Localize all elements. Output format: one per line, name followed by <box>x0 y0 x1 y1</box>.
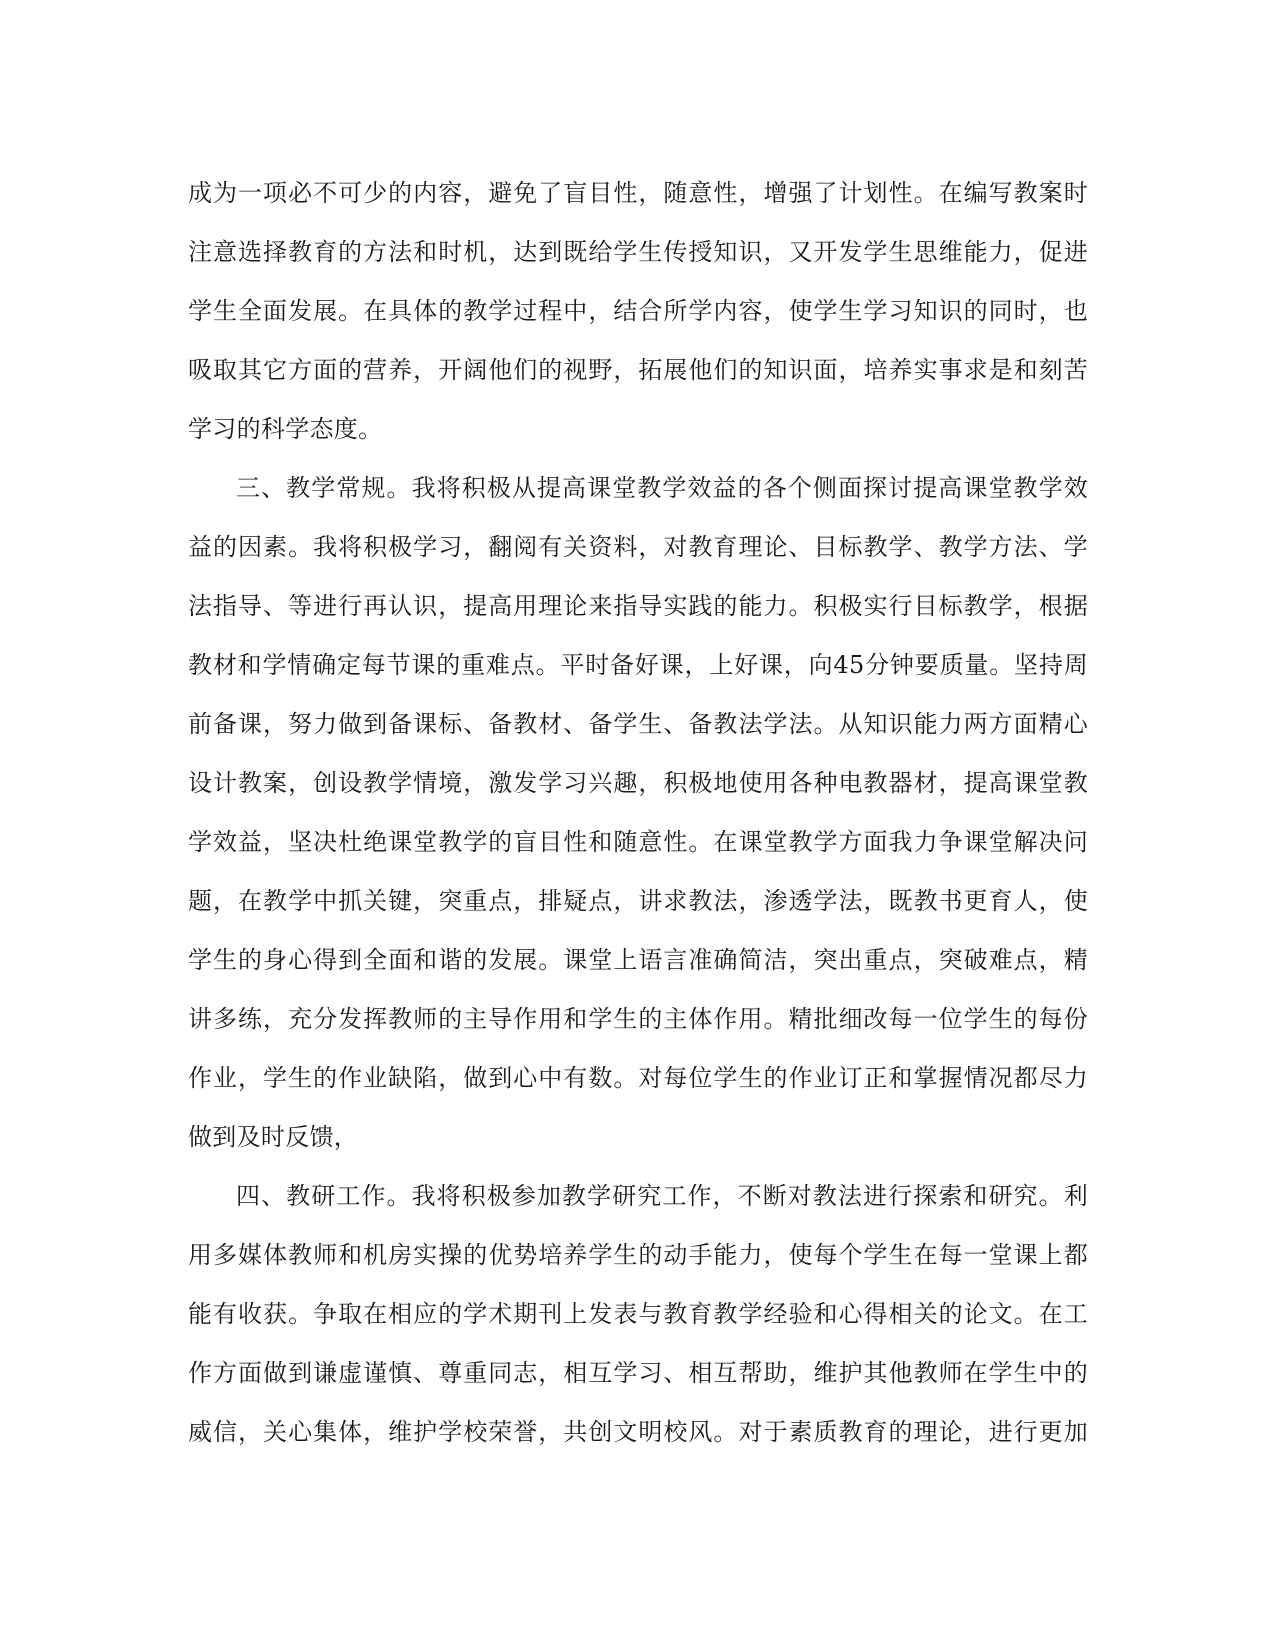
text-line: 成为一项必不可少的内容，避免了盲目性，随意性，增强了计划性。在编写教案时 <box>188 179 1088 207</box>
text-line: 学习的科学态度。 <box>188 415 383 443</box>
text-line: 学生全面发展。在具体的教学过程中，结合所学内容，使学生学习知识的同时，也 <box>188 297 1088 325</box>
text-line: 作业，学生的作业缺陷，做到心中有数。对每位学生的作业订正和掌握情况都尽力 <box>188 1064 1088 1092</box>
text-line: 用多媒体教师和机房实操的优势培养学生的动手能力，使每个学生在每一堂课上都 <box>188 1241 1088 1269</box>
text-line: 益的因素。我将积极学习，翻阅有关资料，对教育理论、目标教学、教学方法、学 <box>188 533 1088 561</box>
text-line: 讲多练，充分发挥教师的主导作用和学生的主体作用。精批细改每一位学生的每份 <box>188 1005 1088 1033</box>
text-line: 题，在教学中抓关键，突重点，排疑点，讲求教法，渗透学法，既教书更育人，使 <box>188 887 1088 915</box>
text-line: 作方面做到谦虚谨慎、尊重同志，相互学习、相互帮助，维护其他教师在学生中的 <box>188 1359 1088 1387</box>
text-line: 前备课，努力做到备课标、备教材、备学生、备教法学法。从知识能力两方面精心 <box>188 710 1088 738</box>
text-line: 学生的身心得到全面和谐的发展。课堂上语言准确简洁，突出重点，突破难点，精 <box>188 946 1088 974</box>
paragraph-start-line: 四、教研工作。我将积极参加教学研究工作，不断对教法进行探索和研究。利 <box>236 1182 1088 1210</box>
paragraph-start-line: 三、教学常规。我将积极从提高课堂教学效益的各个侧面探讨提高课堂教学效 <box>236 474 1088 502</box>
text-line: 法指导、等进行再认识，提高用理论来指导实践的能力。积极实行目标教学，根据 <box>188 592 1088 620</box>
text-line: 威信，关心集体，维护学校荣誉，共创文明校风。对于素质教育的理论，进行更加 <box>188 1418 1088 1446</box>
text-line: 做到及时反馈， <box>188 1123 359 1151</box>
text-line: 吸取其它方面的营养，开阔他们的视野，拓展他们的知识面，培养实事求是和刻苦 <box>188 356 1088 384</box>
text-line: 学效益，坚决杜绝课堂教学的盲目性和随意性。在课堂教学方面我力争课堂解决问 <box>188 828 1088 856</box>
text-line: 设计教案，创设教学情境，激发学习兴趣，积极地使用各种电教器材，提高课堂教 <box>188 769 1088 797</box>
text-line: 注意选择教育的方法和时机，达到既给学生传授知识，又开发学生思维能力，促进 <box>188 238 1088 266</box>
document-page <box>188 164 1088 1462</box>
text-line: 教材和学情确定每节课的重难点。平时备好课，上好课，向45分钟要质量。坚持周 <box>188 651 1088 679</box>
text-line: 能有收获。争取在相应的学术期刊上发表与教育教学经验和心得相关的论文。在工 <box>188 1300 1088 1328</box>
